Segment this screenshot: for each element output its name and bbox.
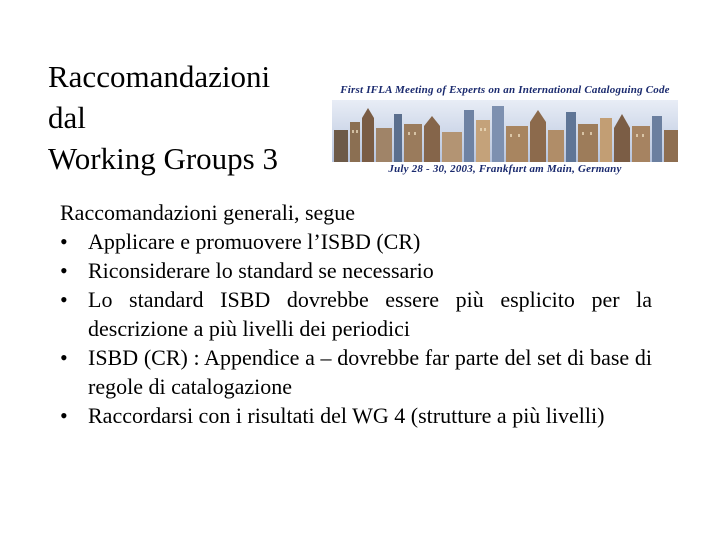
- bullet-item: [60, 285, 652, 343]
- bullet-text: Lo standard ISBD dovrebbe essere più esplicito per la descrizione a più livelli dei periodici: [88, 287, 652, 341]
- title-line-2: dal: [48, 100, 86, 135]
- banner-top-caption: First IFLA Meeting of Experts on an International Cataloguing Code: [340, 84, 670, 96]
- frankfurt-skyline-illustration: [332, 100, 678, 162]
- slide-body: [60, 198, 652, 430]
- bullet-text: Applicare e promuovere l’ISBD (CR): [88, 229, 421, 254]
- bullet-list: [60, 227, 652, 430]
- bullet-dot-icon: •: [60, 258, 68, 283]
- conference-banner-image: [332, 84, 678, 178]
- bullet-item: [60, 227, 652, 256]
- bullet-item: [60, 256, 652, 285]
- bullet-dot-icon: •: [60, 229, 68, 254]
- slide-title: [48, 56, 338, 179]
- bullet-text: Raccordarsi con i risultati del WG 4 (strutture a più livelli): [88, 403, 605, 428]
- bullet-item: [60, 401, 652, 430]
- title-line-1: Raccomandazioni: [48, 59, 271, 94]
- bullet-text: Riconsiderare lo standard se necessario: [88, 258, 434, 283]
- bullet-item: [60, 343, 652, 401]
- bullet-text: ISBD (CR) : Appendice a – dovrebbe far parte del set di base di regole di catalogazione: [88, 345, 652, 399]
- banner-bottom-caption: July 28 - 30, 2003, Frankfurt am Main, Germany: [388, 163, 622, 175]
- bullet-dot-icon: •: [60, 345, 68, 370]
- bullet-dot-icon: •: [60, 287, 68, 312]
- bullet-dot-icon: •: [60, 403, 68, 428]
- title-line-3: Working Groups 3: [48, 141, 278, 176]
- section-subtitle: Raccomandazioni generali, segue: [60, 200, 356, 225]
